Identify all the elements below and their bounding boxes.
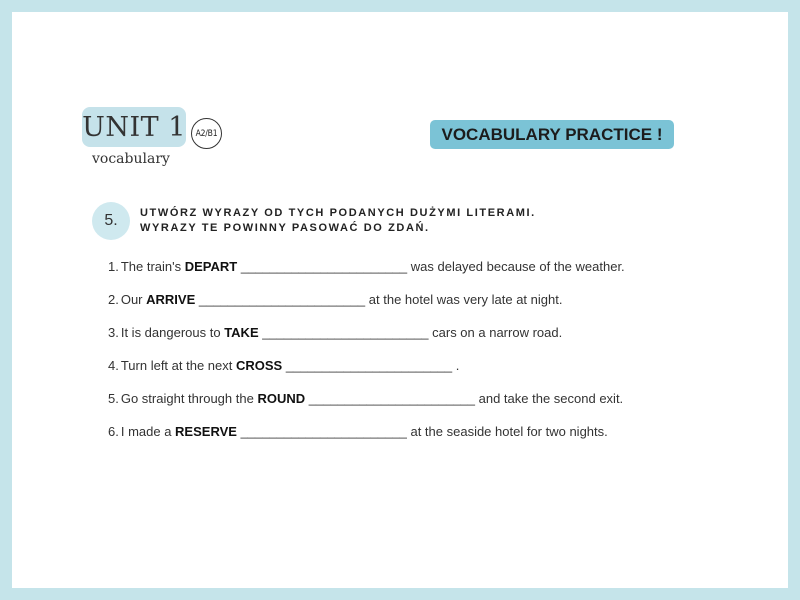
- sentence-text-after: cars on a narrow road.: [432, 325, 563, 340]
- sentence-text-after: at the seaside hotel for two nights.: [410, 424, 608, 439]
- sentence-text-after: at the hotel was very late at night.: [368, 292, 563, 307]
- unit-subtitle: vocabulary: [92, 151, 170, 167]
- sentence-text-before: I made a: [120, 424, 176, 439]
- sentence-number: 3.: [108, 325, 119, 340]
- answer-blank[interactable]: _______________________: [282, 358, 456, 373]
- sentence-item: [108, 358, 748, 391]
- worksheet-page: [12, 12, 788, 588]
- sentence-number: 1.: [108, 259, 119, 274]
- answer-blank[interactable]: _______________________: [237, 259, 411, 274]
- instruction-line-1: UTWÓRZ WYRAZY OD TYCH PODANYCH DUŻYMI LITERAMI.: [140, 207, 536, 219]
- unit-badge: [82, 107, 186, 147]
- sentence-item: [108, 325, 748, 358]
- exercise-number-badge: [92, 202, 130, 240]
- sentence-text-after: and take the second exit.: [478, 391, 624, 406]
- sentence-text-before: It is dangerous to: [120, 325, 225, 340]
- sentence-text-before: Turn left at the next: [120, 358, 236, 373]
- sentence-number: 5.: [108, 391, 119, 406]
- answer-blank[interactable]: _______________________: [236, 424, 411, 439]
- unit-title: UNIT 1: [82, 111, 186, 143]
- base-word: CROSS: [235, 358, 283, 373]
- base-word: ARRIVE: [146, 292, 196, 307]
- answer-blank[interactable]: _______________________: [195, 292, 369, 307]
- sentence-item: [108, 292, 748, 325]
- sentence-item: [108, 391, 748, 424]
- base-word: RESERVE: [175, 424, 237, 439]
- sentence-item: [108, 424, 748, 439]
- base-word: DEPART: [184, 259, 238, 274]
- base-word: ROUND: [257, 391, 306, 406]
- sentence-list: [108, 259, 748, 439]
- base-word: TAKE: [224, 325, 259, 340]
- sentence-text-before: Our: [120, 292, 147, 307]
- sentence-number: 4.: [108, 358, 119, 373]
- practice-badge: VOCABULARY PRACTICE !: [430, 120, 674, 149]
- exercise-number: 5.: [104, 212, 118, 229]
- sentence-text-after: .: [455, 358, 460, 373]
- sentence-text-before: Go straight through the: [120, 391, 258, 406]
- sentence-number: 6.: [108, 424, 119, 439]
- sentence-item: [108, 259, 748, 292]
- answer-blank[interactable]: _______________________: [305, 391, 479, 406]
- sentence-text-after: was delayed because of the weather.: [410, 259, 625, 274]
- level-badge: A2/B1: [191, 118, 222, 149]
- sentence-number: 2.: [108, 292, 119, 307]
- sentence-text-before: The train's: [120, 259, 185, 274]
- answer-blank[interactable]: _______________________: [258, 325, 433, 340]
- instruction-line-2: WYRAZY TE POWINNY PASOWAĆ DO ZDAŃ.: [140, 222, 430, 234]
